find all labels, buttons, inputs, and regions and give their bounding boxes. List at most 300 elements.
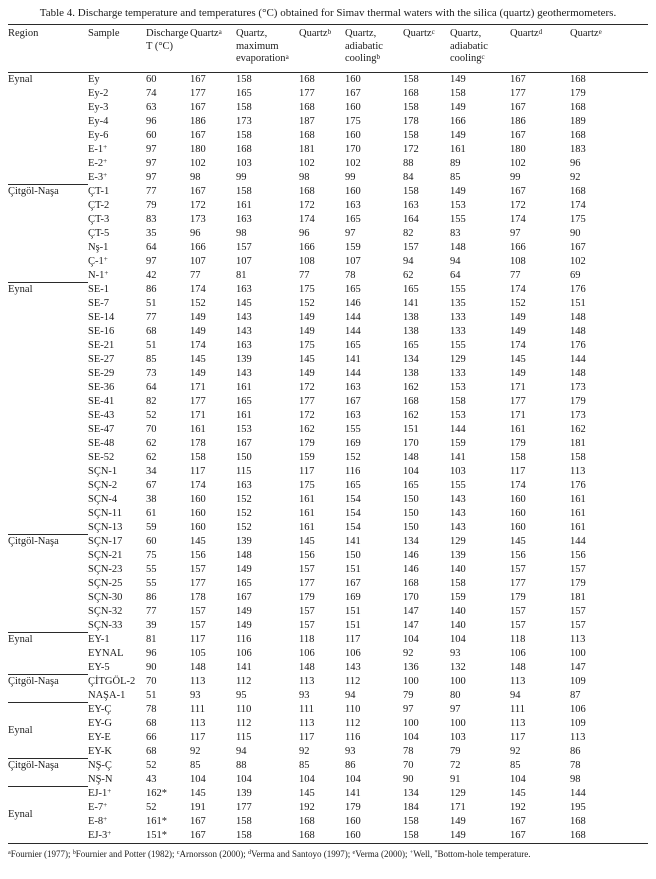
value-cell: 74 [146, 87, 157, 99]
value-cell: 83 [450, 227, 461, 239]
value-cell: 149 [450, 101, 466, 113]
value-cell: 149 [450, 829, 466, 841]
value-cell: 145 [190, 353, 206, 365]
table-row [8, 703, 648, 717]
column-header: Quartz$^b$ [299, 25, 345, 73]
value-cell: 171 [510, 409, 526, 421]
table-header [8, 25, 648, 73]
value-cell: 96 [190, 227, 201, 239]
value-cell: 155 [450, 283, 466, 295]
value-cell: 170 [403, 591, 419, 603]
value-cell: 161 [510, 423, 526, 435]
value-cell: 154 [345, 521, 361, 533]
value-cell: 172 [299, 381, 315, 393]
value-cell: 168 [403, 577, 419, 589]
value-cell: 150 [345, 549, 361, 561]
value-cell: 113 [570, 633, 586, 645]
value-cell: 177 [190, 87, 206, 99]
value-cell: 151 [570, 297, 586, 309]
table-row [8, 759, 648, 773]
sample-cell: Ç-1+ [88, 255, 108, 267]
value-cell: 163 [403, 199, 419, 211]
value-cell: 113 [190, 717, 206, 729]
value-cell: 167 [190, 101, 206, 113]
value-cell: 117 [345, 633, 361, 645]
value-cell: 168 [570, 815, 586, 827]
value-cell: 157 [299, 605, 315, 617]
value-cell: 186 [510, 115, 526, 127]
value-cell: 148 [570, 325, 586, 337]
value-cell: 174 [510, 213, 526, 225]
column-header: Quartz$^d$ [510, 25, 570, 73]
value-cell: 109 [570, 717, 586, 729]
value-cell: 144 [345, 325, 361, 337]
table-body [8, 72, 648, 843]
value-cell: 60 [146, 73, 157, 85]
region-cell: Eynal [8, 73, 33, 85]
value-cell: 98 [236, 227, 247, 239]
table-row [8, 185, 648, 199]
value-cell: 165 [403, 283, 419, 295]
value-cell: 170 [403, 437, 419, 449]
value-cell: 92 [190, 745, 201, 757]
value-cell: 177 [299, 87, 315, 99]
value-cell: 103 [450, 731, 466, 743]
value-cell: 148 [570, 367, 586, 379]
value-cell: 103 [450, 465, 466, 477]
value-cell: 96 [299, 227, 310, 239]
value-cell: 104 [403, 633, 419, 645]
value-cell: 115 [236, 731, 252, 743]
value-cell: 86 [146, 591, 157, 603]
value-cell: 167 [236, 591, 252, 603]
value-cell: 154 [345, 493, 361, 505]
value-cell: 165 [236, 577, 252, 589]
value-cell: 161 [299, 521, 315, 533]
value-cell: 160 [510, 507, 526, 519]
value-cell: 167 [510, 185, 526, 197]
value-cell: 157 [299, 563, 315, 575]
value-cell: 179 [510, 591, 526, 603]
value-cell: 186 [190, 115, 206, 127]
value-cell: 134 [403, 535, 419, 547]
value-cell: 104 [190, 773, 206, 785]
value-cell: 162 [403, 381, 419, 393]
value-cell: 110 [345, 703, 361, 715]
value-cell: 149 [299, 325, 315, 337]
value-cell: 158 [236, 101, 252, 113]
value-cell: 166 [190, 241, 206, 253]
sample-cell: EY-5 [88, 661, 110, 673]
value-cell: 160 [190, 493, 206, 505]
sample-cell: EJ-3+ [88, 829, 112, 841]
value-cell: 145 [190, 535, 206, 547]
value-cell: 139 [236, 535, 252, 547]
value-cell: 158 [570, 451, 586, 463]
value-cell: 177 [190, 395, 206, 407]
table-row [8, 87, 648, 101]
value-cell: 112 [236, 717, 252, 729]
value-cell: 161 [299, 493, 315, 505]
value-cell: 164 [403, 213, 419, 225]
value-cell: 100 [403, 675, 419, 687]
value-cell: 152 [236, 521, 252, 533]
value-cell: 129 [450, 787, 466, 799]
value-cell: 158 [450, 87, 466, 99]
value-cell: 85 [146, 353, 157, 365]
value-cell: 179 [299, 437, 315, 449]
sample-cell: SÇN-1 [88, 465, 118, 477]
column-header: Quartz, adiabatic cooling$^c$ [450, 25, 510, 73]
value-cell: 149 [190, 325, 206, 337]
value-cell: 113 [299, 675, 315, 687]
sample-cell: SE-21 [88, 339, 115, 351]
table-row [8, 409, 648, 423]
value-cell: 99 [510, 171, 521, 183]
value-cell: 167 [190, 185, 206, 197]
sample-cell: Ey [88, 73, 100, 85]
value-cell: 81 [146, 633, 157, 645]
value-cell: 149 [236, 619, 252, 631]
value-cell: 141 [345, 787, 361, 799]
value-cell: 161 [570, 521, 586, 533]
value-cell: 163 [345, 409, 361, 421]
value-cell: 175 [299, 479, 315, 491]
value-cell: 175 [570, 213, 586, 225]
value-cell: 62 [146, 437, 157, 449]
table-row [8, 661, 648, 675]
value-cell: 174 [510, 479, 526, 491]
value-cell: 97 [146, 171, 157, 183]
value-cell: 158 [236, 73, 252, 85]
value-cell: 181 [570, 437, 586, 449]
sample-cell: SE-36 [88, 381, 115, 393]
value-cell: 144 [345, 311, 361, 323]
value-cell: 181 [299, 143, 315, 155]
region-cell: Eynal [8, 787, 88, 844]
table-row [8, 437, 648, 451]
table-row [8, 619, 648, 633]
value-cell: 94 [510, 689, 521, 701]
value-cell: 90 [146, 661, 157, 673]
value-cell: 157 [570, 605, 586, 617]
sample-cell: ÇT-1 [88, 185, 110, 197]
value-cell: 102 [345, 157, 361, 169]
value-cell: 160 [345, 185, 361, 197]
value-cell: 144 [570, 787, 586, 799]
value-cell: 106 [236, 647, 252, 659]
value-cell: 160 [345, 815, 361, 827]
value-cell: 107 [345, 255, 361, 267]
value-cell: 161 [190, 423, 206, 435]
sample-cell: SE-47 [88, 423, 115, 435]
table-row [8, 815, 648, 829]
table-row [8, 563, 648, 577]
value-cell: 63 [146, 101, 157, 113]
value-cell: 168 [570, 73, 586, 85]
table-row [8, 213, 648, 227]
value-cell: 68 [146, 745, 157, 757]
value-cell: 145 [510, 535, 526, 547]
value-cell: 169 [345, 591, 361, 603]
value-cell: 174 [299, 213, 315, 225]
table-row [8, 605, 648, 619]
sample-cell: SE-43 [88, 409, 115, 421]
value-cell: 117 [510, 731, 526, 743]
value-cell: 168 [299, 101, 315, 113]
value-cell: 192 [510, 801, 526, 813]
value-cell: 168 [570, 129, 586, 141]
value-cell: 79 [403, 689, 414, 701]
value-cell: 51 [146, 689, 157, 701]
value-cell: 96 [146, 647, 157, 659]
value-cell: 177 [510, 577, 526, 589]
sample-cell: EY-Ç [88, 703, 112, 715]
value-cell: 42 [146, 269, 157, 281]
value-cell: 145 [190, 787, 206, 799]
sample-cell: SÇN-23 [88, 563, 123, 575]
value-cell: 151 [345, 605, 361, 617]
value-cell: 85 [450, 171, 461, 183]
value-cell: 79 [450, 745, 461, 757]
sample-cell: SÇN-13 [88, 521, 123, 533]
region-cell: Çitgöl-Naşa [8, 675, 88, 703]
value-cell: 168 [299, 73, 315, 85]
value-cell: 139 [236, 787, 252, 799]
value-cell: 179 [570, 577, 586, 589]
value-cell: 90 [570, 227, 581, 239]
value-cell: 82 [146, 395, 157, 407]
column-header: Quartz$^e$ [570, 25, 648, 73]
value-cell: 161 [236, 409, 252, 421]
value-cell: 157 [510, 563, 526, 575]
sample-cell: EYNAL [88, 647, 124, 659]
value-cell: 160 [345, 129, 361, 141]
column-header: Quartz$^a$ [190, 25, 236, 73]
sample-cell: ÇT-5 [88, 227, 110, 239]
value-cell: 180 [510, 143, 526, 155]
value-cell: 102 [510, 157, 526, 169]
value-cell: 138 [403, 311, 419, 323]
value-cell: 165 [236, 87, 252, 99]
value-cell: 134 [403, 353, 419, 365]
value-cell: 97 [450, 703, 461, 715]
value-cell: 177 [510, 395, 526, 407]
value-cell: 129 [450, 535, 466, 547]
value-cell: 162 [570, 423, 586, 435]
sample-cell: SE-48 [88, 437, 115, 449]
value-cell: 159 [299, 451, 315, 463]
value-cell: 93 [450, 647, 461, 659]
value-cell: 152 [236, 493, 252, 505]
value-cell: 100 [450, 717, 466, 729]
value-cell: 78 [146, 703, 157, 715]
sample-cell: EJ-1+ [88, 787, 112, 799]
value-cell: 149 [299, 311, 315, 323]
value-cell: 153 [450, 409, 466, 421]
value-cell: 77 [146, 185, 157, 197]
value-cell: 174 [190, 479, 206, 491]
value-cell: 116 [236, 633, 252, 645]
value-cell: 158 [510, 451, 526, 463]
value-cell: 78 [403, 745, 414, 757]
sample-cell: E-2+ [88, 157, 108, 169]
value-cell: 163 [236, 479, 252, 491]
value-cell: 161 [570, 507, 586, 519]
value-cell: 84 [403, 171, 414, 183]
value-cell: 177 [510, 87, 526, 99]
value-cell: 78 [570, 759, 581, 771]
value-cell: 148 [403, 451, 419, 463]
value-cell: 143 [236, 367, 252, 379]
value-cell: 141 [345, 353, 361, 365]
value-cell: 166 [510, 241, 526, 253]
value-cell: 161 [236, 381, 252, 393]
table-row [8, 577, 648, 591]
value-cell: 183 [570, 143, 586, 155]
value-cell: 160 [190, 507, 206, 519]
value-cell: 165 [345, 213, 361, 225]
value-cell: 151 [345, 563, 361, 575]
value-cell: 176 [570, 339, 586, 351]
table-row [8, 101, 648, 115]
table-row [8, 381, 648, 395]
value-cell: 157 [299, 619, 315, 631]
value-cell: 104 [299, 773, 315, 785]
value-cell: 85 [510, 759, 521, 771]
value-cell: 160 [510, 493, 526, 505]
value-cell: 152 [190, 297, 206, 309]
value-cell: 144 [570, 535, 586, 547]
value-cell: 153 [450, 199, 466, 211]
value-cell: 163 [236, 213, 252, 225]
value-cell: 160 [510, 521, 526, 533]
value-cell: 180 [190, 143, 206, 155]
value-cell: 167 [190, 815, 206, 827]
value-cell: 172 [190, 199, 206, 211]
value-cell: 158 [403, 101, 419, 113]
sample-cell: ÇT-3 [88, 213, 110, 225]
column-header: Quartz$^c$ [403, 25, 450, 73]
value-cell: 97 [146, 157, 157, 169]
table-row [8, 479, 648, 493]
value-cell: 148 [190, 661, 206, 673]
value-cell: 133 [450, 311, 466, 323]
value-cell: 175 [345, 115, 361, 127]
sample-cell: SE-27 [88, 353, 115, 365]
value-cell: 143 [236, 311, 252, 323]
value-cell: 158 [403, 815, 419, 827]
value-cell: 157 [570, 619, 586, 631]
table-title: Table 4. Discharge temperature and temperatures (°C) obtained for Simav thermal waters with the silica (quartz) geothermometers. [39, 7, 617, 19]
value-cell: 167 [510, 815, 526, 827]
sample-cell: SÇN-25 [88, 577, 123, 589]
value-cell: 99 [345, 171, 356, 183]
value-cell: 158 [403, 73, 419, 85]
table-row [8, 367, 648, 381]
value-cell: 145 [299, 787, 315, 799]
value-cell: 72 [450, 759, 461, 771]
sample-cell: SÇN-11 [88, 507, 123, 519]
value-cell: 177 [190, 577, 206, 589]
value-cell: 177 [299, 577, 315, 589]
value-cell: 168 [299, 129, 315, 141]
value-cell: 69 [570, 269, 581, 281]
value-cell: 162 [299, 423, 315, 435]
sample-cell: Ey-3 [88, 101, 109, 113]
region-cell: Eynal [8, 633, 88, 675]
table-row [8, 745, 648, 759]
sample-cell: SÇN-21 [88, 549, 123, 561]
value-cell: 158 [236, 829, 252, 841]
table-row [8, 171, 648, 185]
table-row [8, 507, 648, 521]
value-cell: 60 [146, 535, 157, 547]
value-cell: 106 [299, 647, 315, 659]
value-cell: 179 [345, 801, 361, 813]
sample-cell: EY-E [88, 731, 111, 743]
value-cell: 116 [345, 731, 361, 743]
value-cell: 93 [190, 689, 201, 701]
value-cell: 156 [510, 549, 526, 561]
value-cell: 161 [450, 143, 466, 155]
value-cell: 145 [299, 353, 315, 365]
value-cell: 139 [450, 549, 466, 561]
value-cell: 134 [403, 787, 419, 799]
value-cell: 145 [510, 353, 526, 365]
value-cell: 70 [146, 675, 157, 687]
value-cell: 52 [146, 759, 157, 771]
value-cell: 112 [236, 675, 252, 687]
value-cell: 162* [146, 787, 167, 799]
value-cell: 93 [345, 745, 356, 757]
value-cell: 106 [345, 647, 361, 659]
value-cell: 176 [570, 283, 586, 295]
sample-cell: EY-K [88, 745, 112, 757]
value-cell: 154 [345, 507, 361, 519]
value-cell: 108 [510, 255, 526, 267]
sample-cell: Ey-4 [88, 115, 109, 127]
value-cell: 64 [146, 381, 157, 393]
value-cell: 107 [236, 255, 252, 267]
value-cell: 156 [190, 549, 206, 561]
value-cell: 160 [345, 101, 361, 113]
sample-cell: SÇN-4 [88, 493, 118, 505]
value-cell: 159 [450, 437, 466, 449]
value-cell: 159 [450, 591, 466, 603]
value-cell: 165 [345, 339, 361, 351]
value-cell: 165 [403, 339, 419, 351]
value-cell: 163 [345, 199, 361, 211]
value-cell: 165 [236, 395, 252, 407]
table-row [8, 465, 648, 479]
value-cell: 147 [403, 619, 419, 631]
value-cell: 175 [299, 339, 315, 351]
value-cell: 146 [403, 549, 419, 561]
value-cell: 153 [450, 381, 466, 393]
value-cell: 179 [570, 395, 586, 407]
value-cell: 168 [299, 185, 315, 197]
value-cell: 143 [450, 521, 466, 533]
value-cell: 192 [299, 801, 315, 813]
value-cell: 68 [146, 325, 157, 337]
value-cell: 163 [236, 339, 252, 351]
region-cell: Çitgöl-Naşa [8, 535, 88, 633]
sample-cell: SE-7 [88, 297, 109, 309]
value-cell: 168 [570, 101, 586, 113]
sample-cell: E-1+ [88, 143, 108, 155]
value-cell: 177 [299, 395, 315, 407]
